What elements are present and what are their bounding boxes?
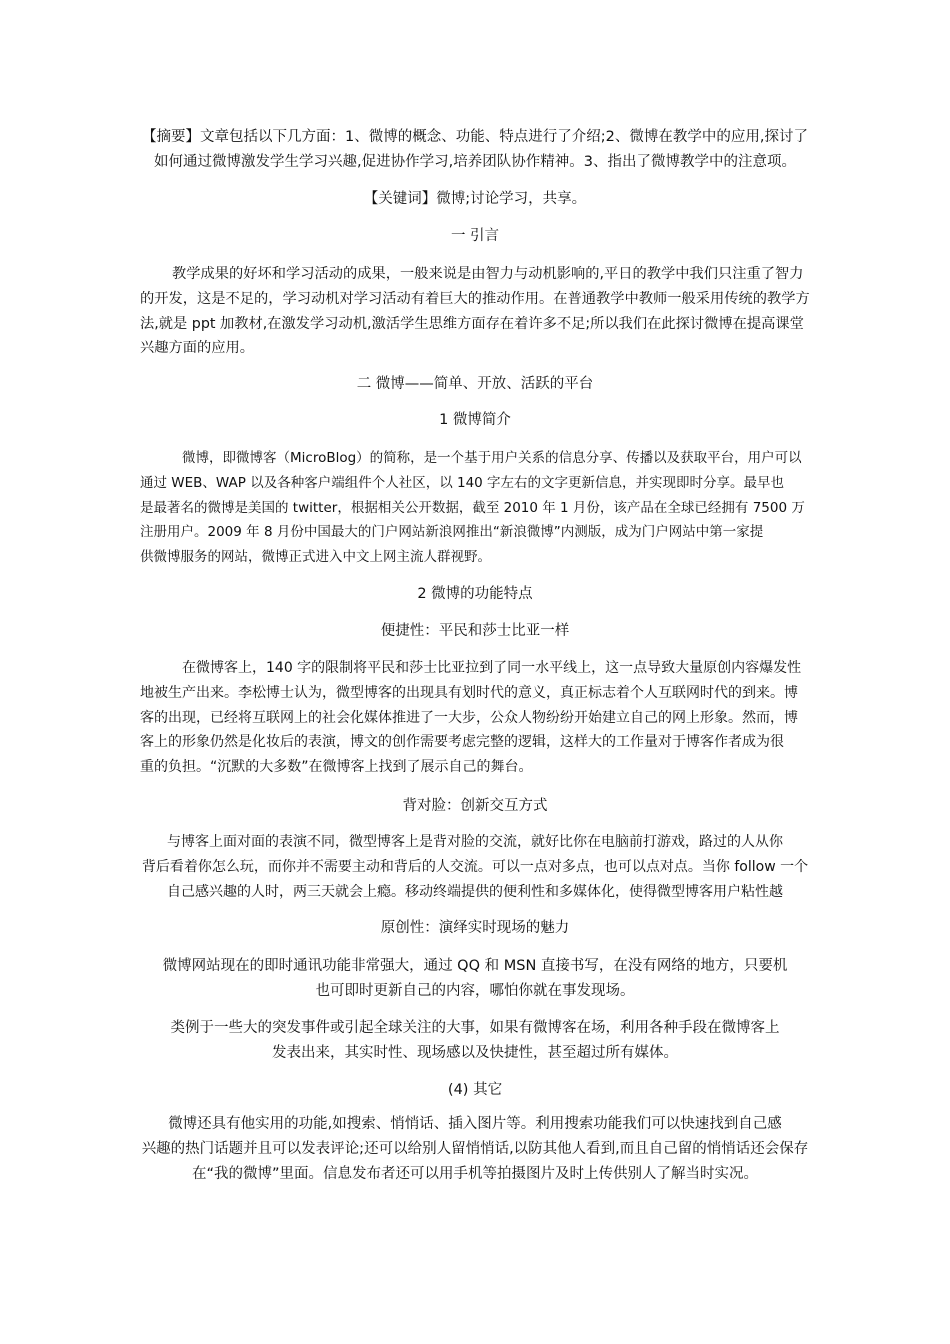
feature-heading-convenience: 便捷性：平民和莎士比亚一样 — [380, 623, 570, 639]
paragraph-line: 微博，即微博客（MicroBlog）的简称，是一个基于用户关系的信息分享、传播以及获取平台，用户可以 — [182, 450, 802, 466]
intro-paragraph — [140, 262, 810, 361]
other-paragraph — [140, 1112, 810, 1186]
paragraph-line: 微博还具有他实用的功能,如搜索、悄悄话、插入图片等。利用搜索功能我们可以快速找到自己感 — [168, 1116, 782, 1132]
paragraph-line: 微博网站现在的即时通讯功能非常强大，通过 QQ 和 MSN 直接书写，在没有网络的地方，只要机 — [162, 958, 788, 974]
paragraph-line: 背后看着你怎么玩，而你并不需要主动和背后的人交流。可以一点对多点，也可以点对点。当你 follow 一个 — [141, 858, 809, 875]
paragraph-line: 类例于一些大的突发事件或引起全球关注的大事，如果有微博客在场，利用各种手段在微博客上 — [170, 1020, 780, 1036]
paragraph-line: 地被生产出来。李松博士认为，微型博客的出现具有划时代的意义，真正标志着个人互联网时代的到来。博 — [140, 684, 798, 701]
subsection-heading-features: 2 微博的功能特点 — [417, 586, 533, 602]
section-heading-weibo: 二 微博——简单、开放、活跃的平台 — [356, 376, 594, 392]
paragraph-line: 在“我的微博”里面。信息发布者还可以用手机等拍摄图片及时上传供别人了解当时实况。 — [191, 1165, 759, 1182]
paragraph-line: 的开发，这是不足的，学习动机对学习活动有着巨大的推动作用。在普通教学中教师一般采用传统的教学方 — [140, 290, 810, 307]
subsection-heading-intro: 1 微博简介 — [439, 412, 511, 428]
interaction-paragraph — [140, 830, 810, 904]
paragraph-line: 是最著名的微博是美国的 twitter，根据相关公开数据，截至 2010 年 1 月份，该产品在全球已经拥有 7500 万 — [140, 499, 805, 516]
feature-heading-originality: 原创性：演绎实时现场的魅力 — [380, 920, 570, 936]
convenience-paragraph — [140, 656, 810, 780]
originality-paragraph-1 — [140, 954, 810, 1004]
paragraph-line: 法,就是 ppt 加教材,在激发学习动机,激活学生思维方面存在着许多不足;所以我们在此探讨微博在提高课堂 — [140, 315, 804, 332]
abstract — [140, 125, 810, 175]
paragraph-line: 注册用户。2009 年 8 月份中国最大的门户网站新浪网推出“新浪微博”内测版，成为门户网站中第一家提 — [140, 524, 764, 541]
weibo-intro-paragraph — [140, 446, 810, 570]
abstract-line: 【摘要】文章包括以下几方面：1、微博的概念、功能、特点进行了介绍;2、微博在教学中的应用,探讨了 — [142, 129, 808, 145]
feature-heading-other: (4) 其它 — [447, 1082, 503, 1098]
keywords: 【关键词】微博;讨论学习，共享。 — [363, 191, 587, 207]
paragraph-line: 客的出现，已经将互联网上的社会化媒体推进了一大步，公众人物纷纷开始建立自己的网上形象。然而，博 — [140, 709, 798, 726]
paragraph-line: 与博客上面对面的表演不同，微型博客上是背对脸的交流，就好比你在电脑前打游戏，路过的人从你 — [167, 834, 783, 850]
paragraph-line: 兴趣方面的应用。 — [140, 340, 255, 357]
paragraph-line: 兴趣的热门话题并且可以发表评论;还可以给别人留悄悄话,以防其他人看到,而且自己留的悄悄话还会保存 — [141, 1140, 809, 1157]
originality-paragraph-2 — [140, 1016, 810, 1066]
paragraph-line: 重的负担。“沉默的大多数”在微博客上找到了展示自己的舞台。 — [140, 759, 533, 776]
paragraph-line: 自己感兴趣的人时，两三天就会上瘾。移动终端提供的便利性和多媒体化，使得微型博客用户粘性越 — [167, 883, 783, 900]
abstract-line: 如何通过微博激发学生学习兴趣,促进协作学习,培养团队协作精神。3、指出了微博教学中的注意项。 — [154, 153, 796, 170]
section-heading-intro: 一 引言 — [450, 228, 500, 244]
paragraph-line: 在微博客上，140 字的限制将平民和莎士比亚拉到了同一水平线上，这一点导致大量原创内容爆发性 — [182, 660, 802, 676]
paragraph-line: 也可即时更新自己的内容，哪怕你就在事发现场。 — [315, 982, 635, 999]
paragraph-line: 通过 WEB、WAP 以及各种客户端组件个人社区，以 140 字左右的文字更新信息，并实现即时分享。最早也 — [140, 474, 785, 491]
paragraph-line: 客上的形象仍然是化妆后的表演，博文的创作需要考虑完整的逻辑，这样大的工作量对于博客作者成为很 — [140, 734, 784, 751]
paragraph-line: 教学成果的好坏和学习活动的成果，一般来说是由智力与动机影响的,平日的教学中我们只注重了智力 — [172, 266, 804, 282]
paragraph-line: 发表出来，其实时性、现场感以及快捷性，甚至超过所有媒体。 — [272, 1044, 678, 1061]
paragraph-line: 供微博服务的网站，微博正式进入中文上网主流人群视野。 — [140, 549, 491, 566]
feature-heading-interaction: 背对脸：创新交互方式 — [402, 798, 548, 814]
